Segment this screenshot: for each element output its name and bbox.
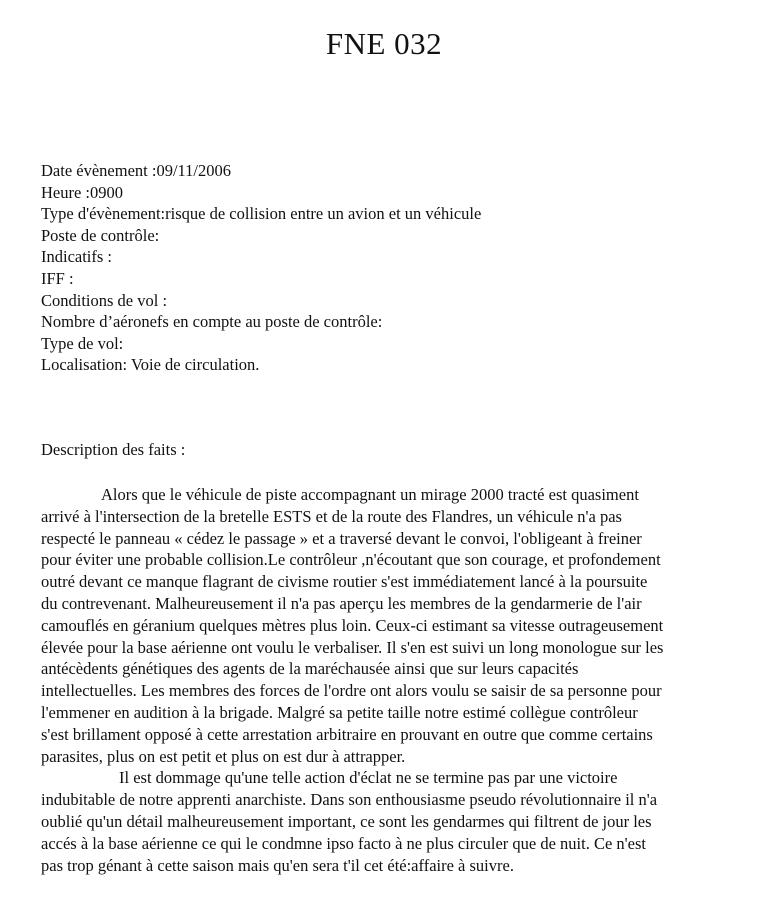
- paragraph-line: camouflés en géranium quelques mètres plus loin. Ceux-ci estimant sa vitesse outrageusement: [41, 615, 664, 635]
- description-body: [41, 484, 743, 876]
- paragraph-line: Il est dommage qu'une telle action d'éclat ne se termine pas par une victoire: [119, 768, 618, 788]
- paragraph-line: parasites, plus on est petit et plus on est dur à attrapper.: [41, 746, 406, 766]
- paragraph-line: oublié qu'un détail malheureusement important, ce sont les gendarmes qui filtrent de jour les: [41, 811, 652, 831]
- paragraph-line: pour éviter une probable collision.Le contrôleur ,n'écoutant que son courage, et profondement: [41, 550, 661, 570]
- field-date: Date évènement :09/11/2006: [41, 161, 231, 180]
- description-heading: Description des faits :: [41, 440, 186, 459]
- paragraph-2: [41, 767, 743, 876]
- event-fields: [41, 160, 481, 376]
- paragraph-line: l'emmener en audition à la brigade. Malgré sa petite taille notre estimé collègue contrôleur: [41, 702, 638, 722]
- field-iff: IFF :: [41, 268, 74, 288]
- field-callsigns: Indicatifs :: [41, 247, 113, 267]
- field-aircraft-count: Nombre d’aéronefs en compte au poste de contrôle:: [41, 312, 383, 332]
- field-control-post: Poste de contrôle:: [41, 225, 160, 245]
- field-time: Heure :0900: [41, 182, 124, 202]
- field-flight-conditions: Conditions de vol :: [41, 290, 168, 310]
- paragraph-line: accés à la base aérienne ce qui le condmne ipso facto à ne plus circuler que de nuit. Ce n'est: [41, 833, 646, 853]
- paragraph-line: pas trop génant à cette saison mais qu'en sera t'il cet été:affaire à suivre.: [41, 855, 514, 875]
- paragraph-line: intellectuelles. Les membres des forces de l'ordre ont alors voulu se saisir de sa personne pour: [41, 681, 662, 701]
- paragraph-line: élevée pour la base aérienne ont voulu le verbaliser. Il s'en est suivi un long monologue sur les: [41, 637, 664, 657]
- paragraph-1: [41, 484, 743, 767]
- paragraph-line: s'est brillament opposé à cette arrestation arbitraire en prouvant en outre que comme certains: [41, 724, 653, 744]
- paragraph-line: antécèdents génétiques des agents de la maréchausée ainsi que sur leurs capacités: [41, 659, 579, 679]
- paragraph-line: arrivé à l'intersection de la bretelle ESTS et de la route des Flandres, un véhicule n'a pas: [41, 506, 622, 526]
- paragraph-line: indubitable de notre apprenti anarchiste. Dans son enthousiasme pseudo révolutionnaire il n'a: [41, 790, 658, 810]
- field-flight-type: Type de vol:: [41, 333, 124, 353]
- paragraph-line: respecté le panneau « cédez le passage » et a traversé devant le convoi, l'obligeant à freiner: [41, 528, 642, 548]
- paragraph-line: outré devant ce manque flagrant de civisme routier s'est immédiatement lancé à la poursuite: [41, 572, 648, 592]
- paragraph-line: Alors que le véhicule de piste accompagnant un mirage 2000 tracté est quasiment: [101, 485, 639, 504]
- document-title: FNE 032: [325, 26, 443, 61]
- paragraph-line: du contrevenant. Malheureusement il n'a pas aperçu les membres de la gendarmerie de l'air: [41, 593, 642, 613]
- field-location: Localisation: Voie de circulation.: [41, 355, 260, 375]
- field-event-type: Type d'évènement:risque de collision entre un avion et un véhicule: [41, 204, 482, 224]
